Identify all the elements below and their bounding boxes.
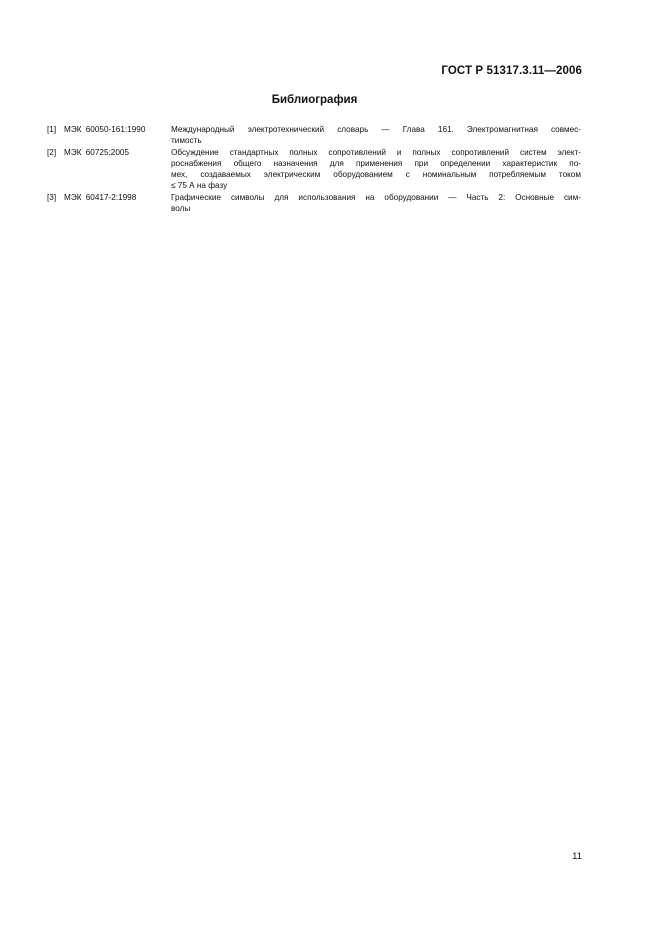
entry-line: ≤ 75 А на фазу [171,181,228,191]
entry-line: роснабжения общего назначения для применения при определении характеристик по- [171,158,581,168]
entry-description [171,147,581,192]
entry-number: [1] [47,125,57,134]
entry-line: Обсуждение стандартных полных сопротивлений и полных сопротивлений систем элект- [171,147,581,157]
document-code: ГОСТ Р 51317.3.11—2006 [441,65,582,77]
section-title: Библиография [271,94,358,106]
entry-description [171,124,581,147]
entry-line: тимость [171,136,202,146]
entry-reference: МЭК 60725:2005 [64,147,130,157]
entry-line: мех, создаваемых электрическим оборудованием с номинальным потребляемым током [171,170,581,180]
entry-description [171,192,581,215]
entry-reference: МЭК 60417-2:1998 [64,192,137,202]
entry-reference: МЭК 60050-161:1990 [64,125,146,134]
bibliography-entry [47,124,581,147]
entry-number: [2] [47,147,57,157]
entry-number: [3] [47,192,57,202]
entry-line: Графические символы для использования на оборудовании — Часть 2: Основные сим- [171,192,581,202]
bibliography-entry [47,192,581,215]
page-number: 11 [572,851,582,862]
entry-line: волы [171,204,191,214]
bibliography-list [47,124,581,214]
bibliography-entry [47,147,581,192]
entry-line: Международный электротехнический словарь — Глава 161. Электромагнитная совмес- [171,125,581,134]
